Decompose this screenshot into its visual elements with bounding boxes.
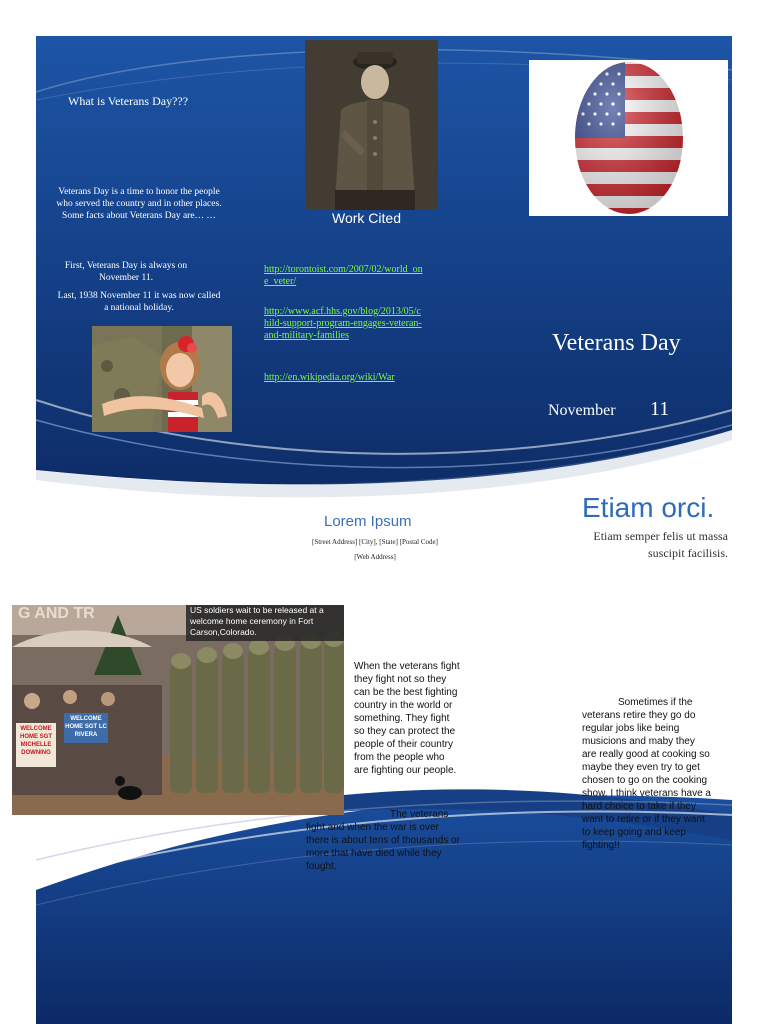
banner-text: G AND TR	[18, 605, 95, 622]
soldiers-welcome-home-photo	[12, 605, 344, 815]
date-day: 11	[650, 398, 670, 420]
welcome-sign-downing: WELCOME HOME SGT MICHELLE DOWNING	[19, 726, 52, 756]
what-is-veterans-day-heading: What is Veterans Day???	[68, 94, 189, 108]
veterans-retire-paragraph: Sometimes if the veterans retire they go do regular jobs like being musicions and maby they are really good at cooking so maybe they even try to get chosen to go on the cooking show. I think veterans have a hard choice to take if they want to retire or if they want to keep going and keep fighting!!	[582, 697, 711, 851]
etiam-orci-title: Etiam orci.	[582, 492, 715, 523]
war-over-paragraph: The veterans fight and when the war is over there is about tens of thousands or more that have died while they fought.	[306, 809, 460, 872]
work-cited-title: Work Cited	[332, 210, 401, 226]
photo-caption: US soldiers wait to be released at a welcome home ceremony in Fort Carson,Colorado.	[190, 605, 324, 637]
american-flag-orb-image	[529, 60, 728, 216]
veterans-day-title: Veterans Day	[552, 330, 681, 356]
welcome-sign-rivera: WELCOME HOME SGT LC RIVERA	[65, 716, 107, 738]
ww1-soldier-portrait-photo	[305, 40, 438, 210]
web-address-placeholder: [Web Address]	[354, 553, 396, 561]
link-torontoist[interactable]: http://torontoist.com/2007/02/world_one_veter/	[264, 264, 423, 287]
fact-first: First, Veterans Day is always on November 11.	[64, 261, 188, 283]
etiam-body-text: Etiam semper felis ut massa suscipit facilisis.	[593, 529, 728, 560]
fact-last: Last, 1938 November 11 it was now called a national holiday.	[57, 291, 221, 313]
lorem-ipsum-title: Lorem Ipsum	[324, 513, 412, 530]
link-wikipedia-war[interactable]: http://en.wikipedia.org/wiki/War	[264, 372, 395, 383]
girl-hugging-soldier-photo	[92, 326, 232, 432]
street-address-placeholder: [Street Address] [City], [State] [Postal Code]	[312, 538, 438, 546]
veterans-fight-paragraph: When the veterans fight they fight not so they can be the best fighting country in the world or something. They fight so they can protect the people of their country from the people who are fighting our people.	[354, 661, 460, 776]
link-acf-hhs[interactable]: http://www.acf.hhs.gov/blog/2013/05/child-support-program-engages-veteran-and-military-families	[264, 306, 422, 341]
intro-paragraph: Veterans Day is a time to honor the people who served the country and in other places. Some facts about Veterans Day are… …	[56, 187, 222, 221]
date-month: November	[548, 402, 616, 419]
